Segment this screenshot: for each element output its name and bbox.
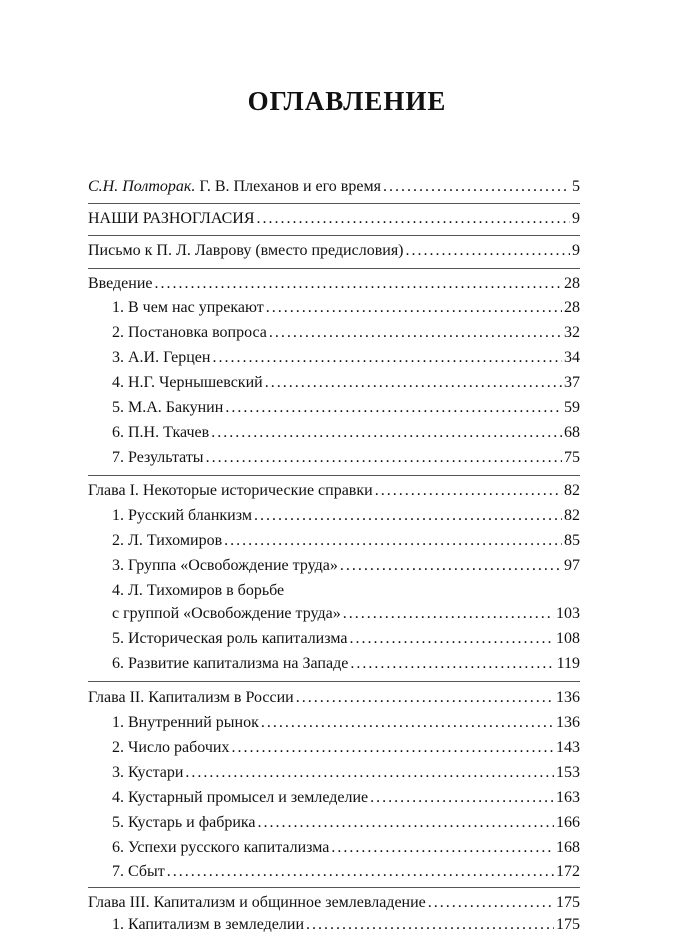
toc-entry-page: 34 — [564, 349, 580, 366]
toc-entry — [112, 788, 580, 808]
toc-entry-page: 108 — [556, 630, 580, 647]
leader-dots — [254, 506, 562, 526]
toc-entry — [88, 688, 580, 708]
toc-entry — [112, 398, 580, 418]
toc-entry-page: 136 — [556, 689, 580, 706]
toc-entry-label: 3. Группа «Освобождение труда» — [112, 557, 338, 574]
toc-entry — [112, 506, 580, 526]
toc-entry-label: 5. Кустарь и фабрика — [112, 814, 256, 831]
toc-entry-page: 143 — [556, 739, 580, 756]
leader-dots — [383, 177, 570, 197]
leader-dots — [185, 763, 554, 783]
leader-dots — [428, 893, 554, 913]
toc-entry — [112, 323, 580, 343]
toc-entry-label: 2. Л. Тихомиров — [112, 532, 223, 549]
divider — [88, 475, 580, 476]
toc-entry — [112, 813, 580, 833]
toc-entry-label: 2. Число рабочих — [112, 739, 230, 756]
toc-entry — [112, 629, 580, 649]
toc-entry-label: 3. Кустари — [112, 764, 184, 781]
toc-entry-page: 59 — [564, 399, 580, 416]
leader-dots — [306, 915, 554, 935]
leader-dots — [340, 556, 562, 576]
toc-entry-page: 37 — [564, 374, 580, 391]
toc-entry-page: 32 — [564, 324, 580, 341]
leader-dots — [296, 688, 554, 708]
leader-dots — [370, 788, 554, 808]
toc-entry — [112, 348, 580, 368]
leader-dots — [265, 373, 562, 393]
toc-entry-label: 4. Кустарный промысел и земледелие — [112, 789, 369, 806]
toc-entry-page: 28 — [564, 299, 580, 316]
toc-entry-page: 9 — [572, 242, 580, 259]
toc-entry-label: 6. П.Н. Ткачев — [112, 424, 210, 441]
toc-entry-label: 6. Развитие капитализма на Западе — [112, 655, 349, 672]
toc-entry-label: 1. Внутренний рынок — [112, 714, 259, 731]
toc-entry-page: 172 — [556, 863, 580, 880]
toc-entry — [88, 893, 580, 913]
toc-entry — [112, 738, 580, 758]
leader-dots — [257, 209, 571, 229]
toc-entry-label: 2. Постановка вопроса — [112, 324, 267, 341]
toc-entry-page: 75 — [564, 449, 580, 466]
leader-dots — [225, 398, 562, 418]
toc-entry — [112, 531, 580, 551]
page-title: ОГЛАВЛЕНИЕ — [247, 86, 447, 116]
divider — [88, 235, 580, 236]
toc-entry-page: 119 — [556, 655, 580, 672]
leader-dots — [258, 813, 554, 833]
toc-entry — [112, 298, 580, 318]
toc-entry-label: Глава II. Капитализм в России — [88, 689, 294, 706]
toc-entry — [112, 448, 580, 468]
toc-entry-page: 85 — [564, 532, 580, 549]
leader-dots — [349, 629, 554, 649]
leader-dots — [167, 862, 554, 882]
toc-entry-label: с группой «Освобождение труда» — [112, 605, 341, 622]
toc-entry — [112, 654, 580, 674]
toc-entry-label: Глава I. Некоторые исторические справки — [88, 482, 373, 499]
divider — [88, 681, 580, 682]
toc-entry-label: 7. Результаты — [112, 449, 204, 466]
toc-entry-page: 175 — [556, 894, 580, 911]
toc-entry-label: 4. Л. Тихомиров в борьбе — [112, 582, 285, 599]
leader-dots — [406, 241, 571, 261]
toc-entry-label: 4. Н.Г. Чернышевский — [112, 374, 263, 391]
leader-dots — [343, 604, 554, 624]
leader-dots — [266, 298, 562, 318]
toc-entry-label: 1. Капитализм в земледелии — [112, 916, 304, 933]
divider — [88, 203, 580, 204]
toc-entry-page: 82 — [564, 507, 580, 524]
toc-entry-page: 153 — [556, 764, 580, 781]
leader-dots — [206, 448, 562, 468]
toc-entry-page: 9 — [572, 210, 580, 227]
toc-entry — [88, 274, 580, 294]
toc-entry-page: 68 — [564, 424, 580, 441]
toc-entry-label: 1. В чем нас упрекают — [112, 299, 264, 316]
toc-entry-label: НАШИ РАЗНОГЛАСИЯ — [88, 210, 255, 227]
toc-entry — [88, 241, 580, 261]
toc-entry-label: 6. Успехи русского капитализма — [112, 839, 330, 856]
toc-entry-page: 5 — [572, 178, 580, 195]
toc-entry — [112, 556, 580, 576]
toc-entry — [112, 915, 580, 935]
leader-dots — [212, 348, 562, 368]
toc-entry-label: 5. М.А. Бакунин — [112, 399, 224, 416]
leader-dots — [155, 274, 563, 294]
toc-entry — [88, 177, 580, 197]
toc-entry-label: Письмо к П. Л. Лаврову (вместо предисловия) — [88, 242, 404, 259]
toc-entry-label: Глава III. Капитализм и общинное землевладение — [88, 894, 426, 911]
toc-entry — [112, 862, 580, 882]
toc-entry — [112, 713, 580, 733]
toc-entry-label: 5. Историческая роль капитализма — [112, 630, 348, 647]
toc-entry-page: 82 — [564, 482, 580, 499]
toc-entry-label: 7. Сбыт — [112, 863, 165, 880]
leader-dots — [261, 713, 554, 733]
toc-entry-label: Г. В. Плеханов и его время — [195, 178, 381, 195]
toc-entry-label: 1. Русский бланкизм — [112, 507, 252, 524]
toc-entry — [112, 423, 580, 443]
leader-dots — [350, 654, 554, 674]
toc-entry — [112, 763, 580, 783]
toc-entry — [112, 838, 580, 858]
divider — [88, 887, 580, 888]
toc-entry-page: 103 — [556, 605, 580, 622]
leader-dots — [269, 323, 562, 343]
toc-entry — [112, 581, 580, 601]
toc-entry — [88, 209, 580, 229]
toc-entry-label: 3. А.И. Герцен — [112, 349, 211, 366]
toc-entry-label: Введение — [88, 275, 153, 292]
toc-entry-page: 97 — [564, 557, 580, 574]
toc-entry — [112, 604, 580, 624]
divider — [88, 268, 580, 269]
toc-entry-page: 28 — [564, 275, 580, 292]
leader-dots — [375, 481, 562, 501]
toc-entry-page: 175 — [556, 916, 580, 933]
leader-dots — [224, 531, 562, 551]
toc-entry-author: С.Н. Полторак. — [88, 178, 196, 195]
leader-dots — [331, 838, 554, 858]
leader-dots — [231, 738, 554, 758]
toc-entry — [112, 373, 580, 393]
toc-entry-page: 136 — [556, 714, 580, 731]
leader-dots — [211, 423, 562, 443]
toc-entry-page: 166 — [556, 814, 580, 831]
toc-entry-page: 168 — [556, 839, 580, 856]
toc-entry — [88, 481, 580, 501]
toc-entry-page: 163 — [556, 789, 580, 806]
